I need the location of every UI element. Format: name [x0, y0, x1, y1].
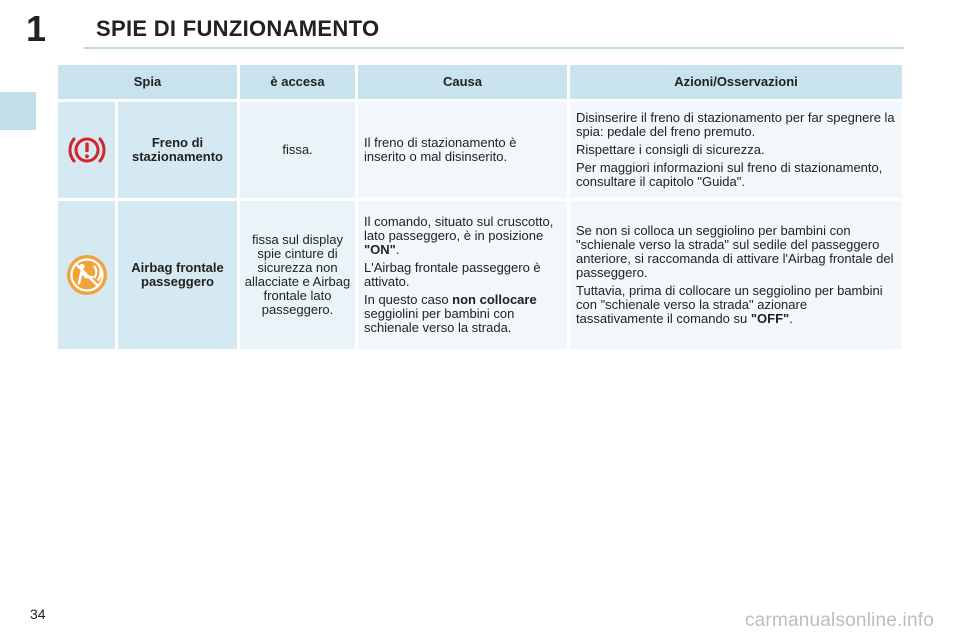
parking-brake-warning-icon [66, 132, 108, 168]
emphasis-text: non collocare [452, 292, 537, 307]
warning-actions [570, 201, 902, 349]
column-header-spia: Spia [58, 65, 237, 99]
warning-cause [358, 201, 567, 349]
header-divider [84, 47, 904, 49]
action-text: Per maggiori informazioni sul freno di stazionamento, consultare il capitolo "Guida". [576, 160, 883, 189]
cause-text: L'Airbag frontale passeggero è attivato. [364, 260, 541, 289]
watermark: carmanualsonline.info [744, 610, 934, 631]
warning-name: Airbag frontale passeggero [118, 201, 237, 349]
action-text: Disinserire il freno di stazionamento per far spegnere la spia: pedale del freno premuto. [576, 110, 895, 139]
warning-lights-table [55, 62, 905, 352]
column-header-accesa: è accesa [240, 65, 355, 99]
status-on-label: "ON" [364, 242, 396, 257]
table-header-row [58, 65, 902, 99]
page-number: 34 [30, 606, 46, 622]
chapter-tab-marker [0, 92, 36, 130]
cause-text: In questo caso non collocare seggiolini per bambini con schienale verso la strada. [364, 292, 537, 335]
warning-cause [358, 102, 567, 198]
warning-icon-cell [58, 102, 115, 198]
page-title: SPIE DI FUNZIONAMENTO [96, 16, 380, 41]
warning-state: fissa. [240, 102, 355, 198]
table-row [58, 201, 902, 349]
column-header-causa: Causa [358, 65, 567, 99]
action-text: Se non si colloca un seggiolino per bambini con "schienale verso la strada" sul sedile del passeggero anteriore, si raccomanda di attivare l'Airbag frontale del passeggero. [576, 223, 894, 280]
status-off-label: "OFF" [750, 311, 790, 326]
action-text: Rispettare i consigli di sicurezza. [576, 142, 765, 157]
airbag-off-icon [65, 253, 109, 297]
table-row [58, 102, 902, 198]
action-text: Tuttavia, prima di collocare un seggiolino per bambini con "schienale verso la strada" azionare tassativamente il comando su "OFF". [576, 283, 883, 326]
warning-actions [570, 102, 902, 198]
warning-state: fissa sul display spie cinture di sicurezza non allacciate e Airbag frontale lato passeggero. [240, 201, 355, 349]
chapter-number: 1 [26, 8, 47, 49]
warning-icon-cell [58, 201, 115, 349]
warning-name: Freno di stazionamento [118, 102, 237, 198]
column-header-azioni: Azioni/Osservazioni [570, 65, 902, 99]
cause-text: Il comando, situato sul cruscotto, lato passeggero, è in posizione "ON". [364, 214, 554, 257]
cause-text: Il freno di stazionamento è inserito o mal disinserito. [364, 135, 517, 164]
